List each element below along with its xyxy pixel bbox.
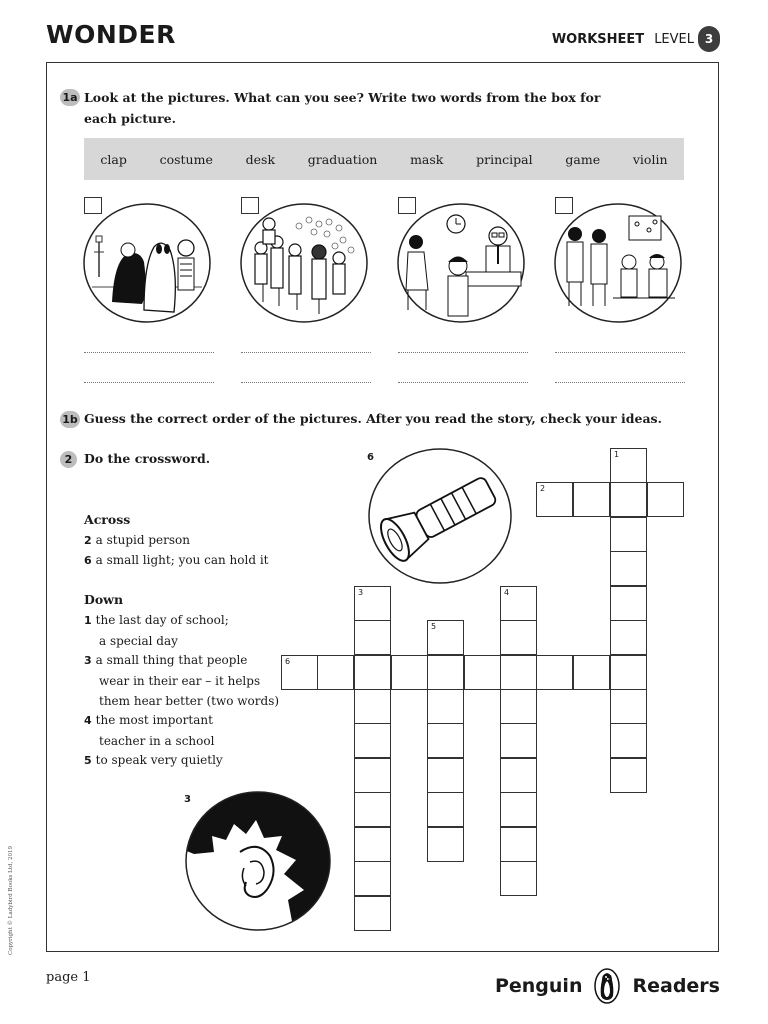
crossword-cell[interactable] bbox=[464, 655, 501, 690]
crossword-cell[interactable] bbox=[573, 655, 610, 690]
principal-office-picture bbox=[396, 202, 526, 324]
crossword-cell[interactable] bbox=[317, 655, 354, 690]
answer-line[interactable] bbox=[241, 352, 371, 353]
word-mask: mask bbox=[410, 151, 444, 167]
crossword-cell[interactable] bbox=[354, 689, 391, 724]
level-badge: 3 bbox=[698, 26, 720, 52]
answer-line[interactable] bbox=[84, 382, 214, 383]
answer-line[interactable] bbox=[555, 352, 685, 353]
down-heading: Down bbox=[84, 592, 124, 607]
crossword-cell[interactable] bbox=[427, 827, 464, 862]
word-clap: clap bbox=[100, 151, 127, 167]
crossword-cell[interactable] bbox=[281, 655, 318, 690]
across-clue-6 bbox=[84, 550, 284, 571]
cell-number: 3 bbox=[358, 588, 364, 597]
crossword-cell[interactable] bbox=[610, 448, 647, 483]
clue-number: 2 bbox=[84, 534, 92, 547]
crossword-cell[interactable] bbox=[427, 620, 464, 655]
page-number: page 1 bbox=[46, 970, 91, 985]
clue-text: them hear better (two words) bbox=[99, 694, 280, 708]
clue-text: teacher in a school bbox=[99, 734, 215, 748]
crossword-cell[interactable] bbox=[610, 482, 647, 517]
down-clue-5 bbox=[84, 750, 284, 771]
publisher-logo bbox=[495, 968, 720, 1004]
crossword-cell[interactable] bbox=[610, 655, 647, 690]
crossword-cell[interactable] bbox=[536, 655, 573, 690]
answer-line[interactable] bbox=[555, 382, 685, 383]
crossword-cell[interactable] bbox=[500, 586, 537, 621]
down-clue-1 bbox=[84, 610, 284, 651]
word-costume: costume bbox=[159, 151, 213, 167]
word-box bbox=[84, 138, 684, 180]
crossword-cell[interactable] bbox=[427, 655, 464, 690]
ear-picture bbox=[184, 790, 332, 932]
level-label: LEVEL bbox=[654, 31, 694, 47]
cell-number: 4 bbox=[504, 588, 510, 597]
costume-party-picture bbox=[82, 202, 212, 324]
flashlight-picture bbox=[367, 447, 513, 585]
crossword-cell[interactable] bbox=[427, 758, 464, 793]
crossword-cell[interactable] bbox=[610, 758, 647, 793]
crossword-cell[interactable] bbox=[610, 586, 647, 621]
crossword-cell[interactable] bbox=[500, 792, 537, 827]
clue-text: wear in their ear – it helps bbox=[99, 674, 261, 688]
word-principal: principal bbox=[476, 151, 533, 167]
crossword-cell[interactable] bbox=[500, 723, 537, 758]
crossword-cell[interactable] bbox=[354, 827, 391, 862]
crossword-cell[interactable] bbox=[427, 723, 464, 758]
clue-text: a small light; you can hold it bbox=[95, 553, 269, 567]
clue-text: to speak very quietly bbox=[95, 753, 223, 767]
worksheet-title: WONDER bbox=[46, 20, 176, 49]
across-heading: Across bbox=[84, 512, 131, 527]
classroom-picture bbox=[553, 202, 683, 324]
down-clue-3 bbox=[84, 650, 284, 711]
crossword-cell[interactable] bbox=[610, 689, 647, 724]
word-graduation: graduation bbox=[307, 151, 378, 167]
question-1b-number: 1b bbox=[60, 411, 80, 428]
clue-text: the last day of school; bbox=[95, 613, 229, 627]
down-clue-4 bbox=[84, 710, 284, 751]
crossword-cell[interactable] bbox=[427, 689, 464, 724]
crossword-cell[interactable] bbox=[427, 792, 464, 827]
penguin-icon bbox=[594, 968, 620, 1004]
word-desk: desk bbox=[245, 151, 276, 167]
crossword-cell[interactable] bbox=[500, 689, 537, 724]
clue-text: a special day bbox=[99, 634, 178, 648]
question-2-text: Do the crossword. bbox=[84, 451, 211, 466]
crossword-cell[interactable] bbox=[536, 482, 573, 517]
clue-number: 3 bbox=[84, 654, 92, 667]
clue-number: 6 bbox=[84, 554, 92, 567]
across-clue-2 bbox=[84, 530, 284, 551]
clue-number: 1 bbox=[84, 614, 92, 627]
crossword-cell[interactable] bbox=[610, 517, 647, 552]
crossword-cell[interactable] bbox=[354, 792, 391, 827]
worksheet-label: WORKSHEET bbox=[551, 31, 645, 47]
question-1a-line2: each picture. bbox=[84, 111, 176, 126]
clue-number: 5 bbox=[84, 754, 92, 767]
question-2-number: 2 bbox=[60, 451, 77, 468]
crossword-cell[interactable] bbox=[354, 655, 391, 690]
crossword-cell[interactable] bbox=[354, 723, 391, 758]
crossword-cell[interactable] bbox=[500, 861, 537, 896]
brand-right-text: Readers bbox=[632, 975, 720, 997]
question-1a-text bbox=[84, 87, 600, 129]
crossword-cell[interactable] bbox=[610, 723, 647, 758]
question-1a-line1: Look at the pictures. What can you see? Write two words from the box for bbox=[84, 90, 601, 105]
question-1a-number: 1a bbox=[60, 89, 80, 106]
crossword-cell[interactable] bbox=[500, 827, 537, 862]
crossword-cell[interactable] bbox=[500, 758, 537, 793]
brand-left-text: Penguin bbox=[494, 975, 583, 997]
copyright-notice: Copyright © Ladybird Books Ltd, 2019 bbox=[8, 846, 14, 955]
clue-text: a small thing that people bbox=[95, 653, 248, 667]
clue-text: the most important bbox=[95, 713, 213, 727]
clue-text: a stupid person bbox=[95, 533, 190, 547]
crossword-cell[interactable] bbox=[354, 861, 391, 896]
crossword-cell[interactable] bbox=[354, 896, 391, 931]
word-violin: violin bbox=[632, 151, 668, 167]
cell-number: 2 bbox=[540, 484, 546, 493]
crossword-cell[interactable] bbox=[354, 758, 391, 793]
answer-line[interactable] bbox=[398, 382, 528, 383]
crossword-cell[interactable] bbox=[391, 655, 428, 690]
answer-line[interactable] bbox=[84, 352, 214, 353]
crossword-cell[interactable] bbox=[610, 620, 647, 655]
word-game: game bbox=[565, 151, 601, 167]
answer-line[interactable] bbox=[241, 382, 371, 383]
crossword-cell[interactable] bbox=[647, 482, 684, 517]
crossword-cell[interactable] bbox=[354, 620, 391, 655]
crossword-cell[interactable] bbox=[354, 586, 391, 621]
crossword-cell[interactable] bbox=[500, 655, 537, 690]
flashlight-picture-label: 6 bbox=[367, 452, 374, 463]
answer-line[interactable] bbox=[398, 352, 528, 353]
crossword-cell[interactable] bbox=[573, 482, 610, 517]
ear-picture-label: 3 bbox=[184, 794, 191, 805]
question-1b-text: Guess the correct order of the pictures. After you read the story, check your ideas. bbox=[84, 411, 662, 426]
worksheet-level bbox=[552, 26, 720, 52]
cell-number: 6 bbox=[285, 657, 291, 666]
clue-number: 4 bbox=[84, 714, 92, 727]
crossword-cell[interactable] bbox=[500, 620, 537, 655]
crossword-cell[interactable] bbox=[610, 551, 647, 586]
graduation-crowd-picture bbox=[239, 202, 369, 324]
cell-number: 1 bbox=[614, 450, 620, 459]
cell-number: 5 bbox=[431, 622, 437, 631]
